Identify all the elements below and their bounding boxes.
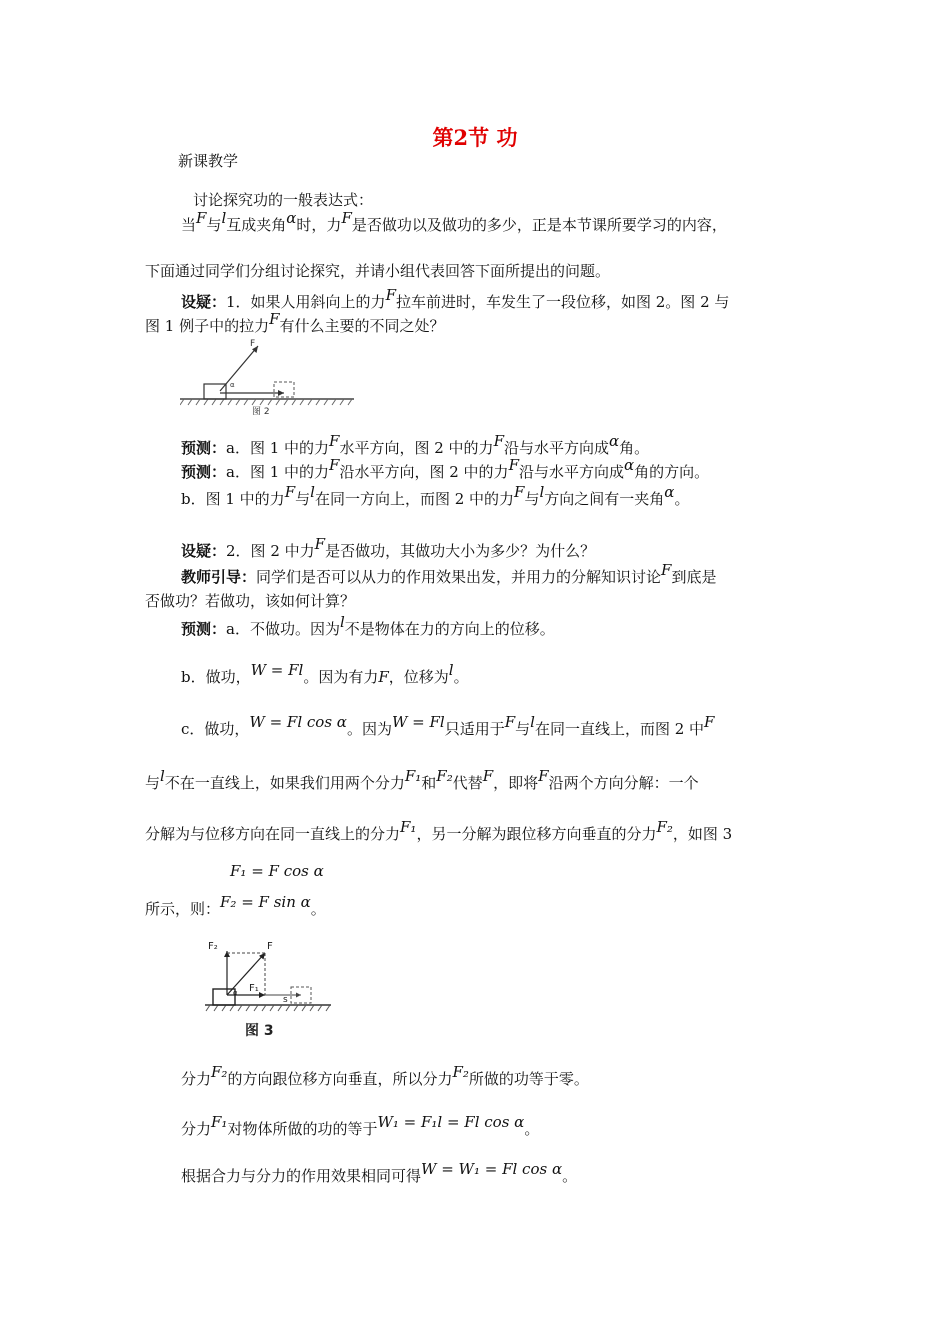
question-2 <box>181 535 596 562</box>
teacher-guide <box>181 561 717 588</box>
symbol-alpha: α <box>664 483 675 501</box>
symbol-F: F <box>329 432 340 450</box>
text: 时，力 <box>296 216 342 234</box>
text: 水平方向，图 2 中的力 <box>339 439 494 457</box>
text: ，位移为 <box>388 668 449 686</box>
symbol-F: F <box>329 456 340 474</box>
text: 沿两个方向分解：一个 <box>548 774 699 792</box>
fig3-caption: 图 3 <box>245 1023 274 1039</box>
section-heading: 新课教学 <box>178 152 239 170</box>
text: 在同一方向上，而图 2 中的力 <box>314 490 515 508</box>
text: 的方向跟位移方向垂直，所以分力 <box>227 1070 453 1088</box>
symbol-F: F <box>704 713 715 731</box>
text: 沿与水平方向成 <box>503 439 609 457</box>
symbol-F1: F₁ <box>400 818 417 836</box>
text: 与 <box>515 720 531 738</box>
fig3-F2-label: F₂ <box>208 941 218 952</box>
question-1-cont <box>145 310 445 337</box>
paragraph-intro-cont: 下面通过同学们分组讨论探究，并请小组代表回答下面所提出的问题。 <box>145 262 611 280</box>
symbol-l: l <box>221 209 227 227</box>
prediction-a <box>181 613 555 640</box>
fig3-F-label: F <box>267 941 273 952</box>
symbol-F2: F₂ <box>452 1063 469 1081</box>
text: 方向之间有一夹角 <box>544 490 665 508</box>
text: 图 1 例子中的拉力 <box>145 317 270 335</box>
text: 。 <box>310 900 326 918</box>
text: 沿水平方向，图 2 中的力 <box>339 463 509 481</box>
symbol-F: F <box>284 483 296 501</box>
symbol-alpha: α <box>624 456 635 474</box>
text: 角。 <box>619 439 650 457</box>
paragraph-intro <box>181 209 727 236</box>
teacher-guide-cont: 否做功？若做功，该如何计算？ <box>145 592 356 610</box>
text: 沿与水平方向成 <box>518 463 624 481</box>
fig3-s-label: s <box>283 995 288 1005</box>
symbol-F: F <box>341 209 352 227</box>
text: 当 <box>181 216 197 234</box>
text: 到底是 <box>671 568 717 586</box>
text: b．做功， <box>181 668 251 686</box>
text: ，即将 <box>493 774 539 792</box>
text: 只适用于 <box>444 720 505 738</box>
equation: W = Fl <box>391 713 445 731</box>
symbol-l: l <box>310 483 315 501</box>
symbol-l: l <box>539 483 545 501</box>
text: 。 <box>674 490 690 508</box>
text: 分力 <box>181 1070 212 1088</box>
text: 根据合力与分力的作用效果相同可得 <box>181 1167 422 1185</box>
symbol-F1: F₁ <box>211 1113 228 1131</box>
text: 拉车前进时，车发生了一段位移，如图 2。图 2 与 <box>395 293 730 311</box>
text: a．图 1 中的力 <box>226 463 330 481</box>
symbol-F: F <box>538 767 549 785</box>
figure-2 <box>180 338 354 418</box>
text: 分力 <box>181 1120 212 1138</box>
symbol-F: F <box>514 483 525 501</box>
prediction-1 <box>181 432 650 459</box>
text: 与 <box>524 490 540 508</box>
prediction-c-cont2 <box>145 818 733 845</box>
fig2-caption: 图 2 <box>252 407 270 417</box>
text: 在同一直线上，而图 2 中 <box>534 720 705 738</box>
equation: W = W₁ = Fl cos α <box>421 1160 563 1178</box>
symbol-F: F <box>482 767 494 785</box>
equation: W₁ = F₁l = Fl cos α <box>377 1113 525 1131</box>
label: 设疑： <box>181 293 227 311</box>
text: 不在一直线上，如果我们用两个分力 <box>164 774 405 792</box>
text: 。因为有力 <box>303 668 379 686</box>
symbol-F: F <box>196 209 207 227</box>
symbol-F2: F₂ <box>211 1063 228 1081</box>
text: 。 <box>562 1167 578 1185</box>
text: 1．如果人用斜向上的力 <box>226 293 386 311</box>
text: 与 <box>145 774 161 792</box>
prediction-2b <box>181 483 690 510</box>
text: ，另一分解为跟位移方向垂直的分力 <box>416 825 657 843</box>
page-title: 第2节 功 <box>432 125 518 150</box>
subheading: 讨论探究功的一般表达式： <box>193 191 374 209</box>
text: 和 <box>421 774 437 792</box>
text: b．图 1 中的力 <box>181 490 285 508</box>
symbol-F1: F₁ <box>404 767 422 785</box>
text: 分解为与位移方向在同一直线上的分力 <box>145 825 401 843</box>
conclusion-1 <box>181 1063 589 1090</box>
text: 。因为 <box>346 720 392 738</box>
prediction-c <box>181 713 715 740</box>
equation-F1: F₁ = F cos α <box>230 862 324 880</box>
symbol-F: F <box>314 535 326 553</box>
text: 所做的功等于零。 <box>468 1070 589 1088</box>
text: 互成夹角 <box>226 216 287 234</box>
symbol-F: F <box>508 456 519 474</box>
label: 预测： <box>181 620 227 638</box>
text: 同学们是否可以从力的作用效果出发，并用力的分解知识讨论 <box>256 568 662 586</box>
text: 不是物体在力的方向上的位移。 <box>344 620 555 638</box>
symbol-F2: F₂ <box>436 767 453 785</box>
symbol-F: F <box>661 561 672 579</box>
equation: W = Fl cos α <box>249 713 347 731</box>
fig3-angle-label: α <box>233 989 238 997</box>
label: 预测： <box>181 439 227 457</box>
symbol-F: F <box>504 713 516 731</box>
text: 代替 <box>452 774 483 792</box>
label: 设疑： <box>181 542 227 560</box>
text: a．不做功。因为 <box>226 620 340 638</box>
text: 。 <box>524 1120 540 1138</box>
symbol-l: l <box>160 767 165 785</box>
text: 。 <box>453 668 469 686</box>
text: 对物体所做的功的等于 <box>227 1120 378 1138</box>
symbol-F: F <box>269 310 280 328</box>
text: 有什么主要的不同之处？ <box>279 317 445 335</box>
text: c．做功， <box>181 720 250 738</box>
symbol-l: l <box>339 613 345 631</box>
prediction-2 <box>181 456 710 483</box>
symbol-F2: F₂ <box>656 818 673 836</box>
text: 是否做功以及做功的多少，正是本节课所要学习的内容， <box>351 216 727 234</box>
symbol-l: l <box>530 713 535 731</box>
fig2-angle-label: α <box>230 381 235 389</box>
conclusion-3 <box>181 1160 578 1187</box>
symbol-F: F <box>385 286 396 304</box>
symbol-alpha: α <box>286 209 297 227</box>
label: 教师引导： <box>181 568 257 586</box>
prediction-c-cont <box>145 767 699 794</box>
equation-F2: F₂ = F sin α <box>220 893 311 911</box>
text: 2．图 2 中力 <box>226 542 315 560</box>
fig3-F1-label: F₁ <box>249 983 259 994</box>
text: 所示，则： <box>145 900 221 918</box>
equation: W = Fl <box>250 661 304 679</box>
text: ，如图 3 <box>672 825 733 843</box>
figure-3 <box>205 933 331 1045</box>
question-1 <box>181 286 730 313</box>
symbol-F: F <box>493 432 504 450</box>
text: 与 <box>295 490 311 508</box>
symbol-F: F <box>378 668 389 686</box>
prediction-b <box>181 661 469 688</box>
text: a．图 1 中的力 <box>226 439 330 457</box>
symbol-l: l <box>448 661 454 679</box>
fig2-force-label: F <box>250 339 256 349</box>
label: 预测： <box>181 463 227 481</box>
equation-line <box>145 893 326 920</box>
conclusion-2 <box>181 1113 540 1140</box>
text: 与 <box>206 216 222 234</box>
text: 是否做功，其做功大小为多少？为什么？ <box>325 542 596 560</box>
text: 角的方向。 <box>634 463 710 481</box>
symbol-alpha: α <box>609 432 620 450</box>
